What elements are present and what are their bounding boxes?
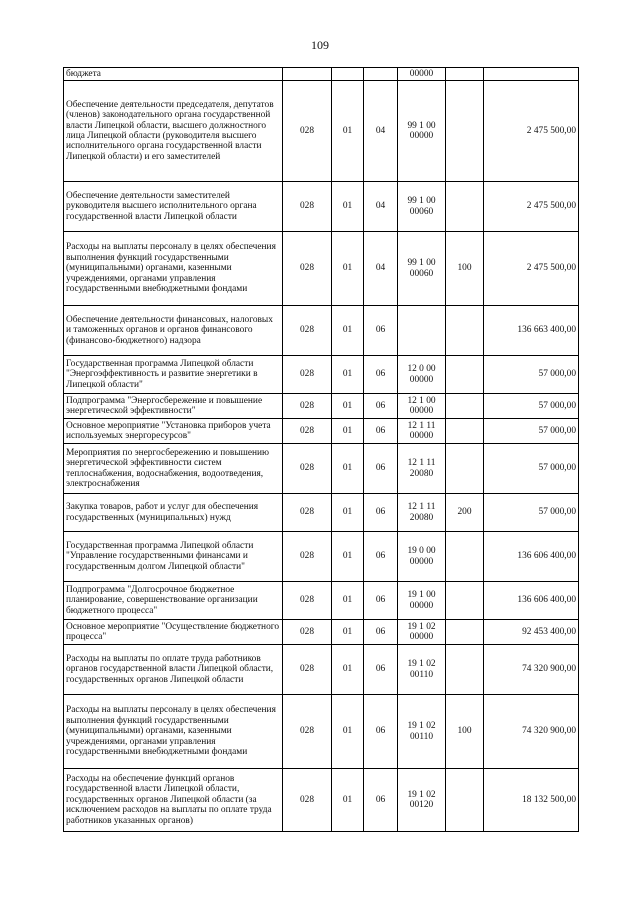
amount-cell: 57 000,00 [484,394,579,419]
subsection-code-cell: 06 [364,532,398,582]
subsection-code-cell: 06 [364,394,398,419]
target-article-line: 00000 [409,374,434,385]
row-name-cell: Расходы на выплаты персоналу в целях обеспечения выполнения функций государственными (муниципальными) органами, казенными учреждениями, органами управления государственными внебюджетными фондами [64,232,283,306]
target-article-line: 00000 [409,556,434,567]
section-code-cell: 01 [332,582,364,620]
expense-type-cell: 200 [446,494,484,532]
expense-type-cell [446,68,484,81]
target-article-line: 12 0 00 [407,364,436,375]
ministry-code-cell: 028 [283,81,332,182]
subsection-code-cell: 06 [364,620,398,645]
expense-type-cell: 100 [446,695,484,769]
target-article-line: 00120 [409,800,434,810]
target-article-line: 99 1 00 [407,196,436,207]
table-row [64,582,579,620]
row-name-cell: Подпрограмма "Долгосрочное бюджетное планирование, совершенствование организации бюджетного процесса" [64,582,283,620]
section-code-cell: 01 [332,394,364,419]
row-name-cell: Основное мероприятие "Установка приборов учета используемых энергоресурсов" [64,419,283,444]
section-code-cell: 01 [332,645,364,695]
row-name-cell: Подпрограмма "Энергосбережение и повышение энергетической эффективности" [64,394,283,419]
target-article-line: 19 1 00 [407,590,436,601]
row-name-cell: Обеспечение деятельности председателя, депутатов (членов) законодательного органа государственной власти Липецкой области, высшего должностного лица Липецкой области (руководителя высшего исполнительного органа государственной власти Липецкой области) и его заместителей [64,81,283,182]
table-row [64,394,579,419]
table-row [64,306,579,356]
ministry-code-cell: 028 [283,582,332,620]
row-name-cell: Обеспечение деятельности заместителей руководителя высшего исполнительного органа государственной власти Липецкой области [64,182,283,232]
target-article-cell [398,769,446,832]
target-article-cell [398,620,446,645]
subsection-code-cell: 06 [364,444,398,494]
amount-cell: 74 320 900,00 [484,695,579,769]
subsection-code-cell: 06 [364,645,398,695]
amount-cell: 57 000,00 [484,494,579,532]
amount-cell: 57 000,00 [484,356,579,394]
target-article-cell [398,81,446,182]
expense-type-cell [446,620,484,645]
target-article-line: 19 1 02 [407,789,436,800]
target-article-line: 00060 [409,206,434,217]
target-article-line: 00000 [409,600,434,611]
row-name-cell: Расходы на выплаты персоналу в целях обеспечения выполнения функций государственными (муниципальными) органами, казенными учреждениями, органами управления государственными внебюджетными фондами [64,695,283,769]
table-row [64,620,579,645]
row-name-cell: Мероприятия по энергосбережению и повышению энергетической эффективности систем теплоснабжения, водоснабжения, водоотведения, электроснабжения [64,444,283,494]
subsection-code-cell: 06 [364,769,398,832]
target-article-line: 00000 [409,632,434,642]
amount-cell: 18 132 500,00 [484,769,579,832]
expense-type-cell [446,356,484,394]
subsection-code-cell: 06 [364,306,398,356]
target-article-line: 99 1 00 [407,120,436,131]
target-article-line: 19 1 02 [407,659,436,670]
section-code-cell: 01 [332,419,364,444]
target-article-line: 00000 [409,131,434,141]
expense-type-cell [446,182,484,232]
section-code-cell: 01 [332,620,364,645]
target-article-line: 12 1 11 [407,458,436,469]
table-row [64,419,579,444]
amount-cell: 136 606 400,00 [484,582,579,620]
amount-cell: 136 606 400,00 [484,532,579,582]
ministry-code-cell: 028 [283,494,332,532]
row-name-cell: Обеспечение деятельности финансовых, налоговых и таможенных органов и органов финансового (финансово-бюджетного) надзора [64,306,283,356]
table-row [64,68,579,81]
amount-cell: 92 453 400,00 [484,620,579,645]
table-body [64,68,579,832]
amount-cell: 2 475 500,00 [484,81,579,182]
target-article-cell [398,582,446,620]
expense-type-cell [446,81,484,182]
ministry-code-cell: 028 [283,419,332,444]
table-row [64,356,579,394]
expense-type-cell [446,582,484,620]
section-code-cell: 01 [332,444,364,494]
target-article-cell [398,182,446,232]
section-code-cell: 01 [332,356,364,394]
section-code-cell [332,68,364,81]
subsection-code-cell: 04 [364,182,398,232]
table-row [64,81,579,182]
ministry-code-cell: 028 [283,394,332,419]
ministry-code-cell: 028 [283,232,332,306]
target-article-line: 12 1 11 [407,420,436,431]
target-article-line: 19 1 02 [407,721,436,732]
ministry-code-cell: 028 [283,645,332,695]
ministry-code-cell: 028 [283,182,332,232]
amount-cell: 2 475 500,00 [484,182,579,232]
row-name-cell: Закупка товаров, работ и услуг для обеспечения государственных (муниципальных) нужд [64,494,283,532]
table-row [64,494,579,532]
row-name-cell: Государственная программа Липецкой области "Энергоэффективность и развитие энергетики в Липецкой области" [64,356,283,394]
target-article-cell [398,494,446,532]
target-article-cell [398,444,446,494]
target-article-line: 19 1 02 [407,621,436,632]
ministry-code-cell: 028 [283,356,332,394]
ministry-code-cell: 028 [283,620,332,645]
subsection-code-cell: 06 [364,356,398,394]
target-article-line: 00000 [409,68,434,79]
target-article-line: 12 1 11 [407,502,436,513]
section-code-cell: 01 [332,494,364,532]
row-name-cell: Государственная программа Липецкой области "Управление государственными финансами и государственным долгом Липецкой области" [64,532,283,582]
subsection-code-cell: 04 [364,232,398,306]
target-article-line: 00110 [409,731,434,742]
target-article-cell [398,532,446,582]
table-row [64,695,579,769]
target-article-line: 00060 [409,268,434,279]
ministry-code-cell: 028 [283,444,332,494]
target-article-line: 00000 [409,431,434,441]
ministry-code-cell [283,68,332,81]
section-code-cell: 01 [332,232,364,306]
target-article-cell [398,356,446,394]
target-article-line: 20080 [409,468,434,479]
target-article-cell [398,419,446,444]
amount-cell: 2 475 500,00 [484,232,579,306]
target-article-cell [398,68,446,81]
expense-type-cell [446,532,484,582]
table-row [64,645,579,695]
expense-type-cell [446,769,484,832]
table-row [64,444,579,494]
subsection-code-cell: 04 [364,81,398,182]
expense-type-cell [446,394,484,419]
table-row [64,232,579,306]
ministry-code-cell: 028 [283,695,332,769]
target-article-line: 12 1 00 [407,395,436,406]
section-code-cell: 01 [332,81,364,182]
target-article-line: 00000 [409,406,434,416]
amount-cell: 74 320 900,00 [484,645,579,695]
expense-type-cell [446,419,484,444]
target-article-cell [398,695,446,769]
ministry-code-cell: 028 [283,769,332,832]
section-code-cell: 01 [332,769,364,832]
subsection-code-cell: 06 [364,582,398,620]
subsection-code-cell: 06 [364,494,398,532]
amount-cell: 57 000,00 [484,444,579,494]
subsection-code-cell: 06 [364,695,398,769]
ministry-code-cell: 028 [283,306,332,356]
target-article-line: 00110 [409,669,434,680]
table-row [64,532,579,582]
section-code-cell: 01 [332,532,364,582]
table-row [64,769,579,832]
section-code-cell: 01 [332,695,364,769]
target-article-line: 99 1 00 [407,258,436,269]
page-number: 109 [311,38,329,52]
target-article-cell [398,645,446,695]
expense-type-cell: 100 [446,232,484,306]
row-name-cell: Расходы на обеспечение функций органов государственной власти Липецкой области, государственных органов Липецкой области (за исключением расходов на выплаты по оплате труда работников указанных органов) [64,769,283,832]
target-article-cell [398,394,446,419]
target-article-line: 20080 [409,512,434,523]
ministry-code-cell: 028 [283,532,332,582]
amount-cell [484,68,579,81]
section-code-cell: 01 [332,182,364,232]
budget-table [63,67,579,832]
target-article-cell [398,306,446,356]
amount-cell: 57 000,00 [484,419,579,444]
row-name-cell: Основное мероприятие "Осуществление бюджетного процесса" [64,620,283,645]
target-article-cell [398,232,446,306]
table-row [64,182,579,232]
subsection-code-cell: 06 [364,419,398,444]
target-article-line: 19 0 00 [407,546,436,557]
expense-type-cell [446,444,484,494]
row-name-cell: Расходы на выплаты по оплате труда работников органов государственной власти Липецкой области, государственных органов Липецкой области [64,645,283,695]
expense-type-cell [446,645,484,695]
subsection-code-cell [364,68,398,81]
amount-cell: 136 663 400,00 [484,306,579,356]
row-name-cell: бюджета [64,68,283,81]
section-code-cell: 01 [332,306,364,356]
expense-type-cell [446,306,484,356]
